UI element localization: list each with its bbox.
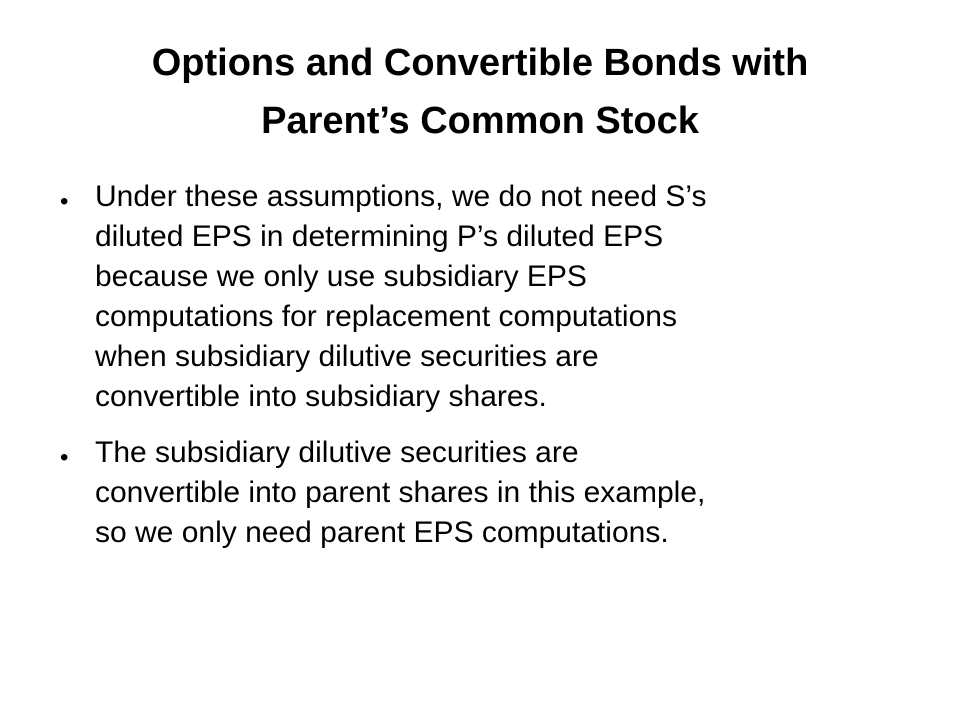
title-line-1: Options and Convertible Bonds with: [151, 42, 809, 84]
bullet-text-line: when subsidiary dilutive securities are: [95, 340, 599, 373]
title-line-2: Parent’s Common Stock: [261, 100, 699, 142]
bullet-item: [60, 177, 920, 417]
bullet-icon: •: [60, 444, 69, 471]
bullet-text-line: convertible into subsidiary shares.: [95, 380, 547, 413]
bullet-list: [60, 177, 920, 569]
bullet-text-line: diluted EPS in determining P’s diluted EPS: [95, 220, 664, 253]
bullet-text-line: convertible into parent shares in this example,: [95, 476, 706, 509]
slide-title: [48, 34, 912, 150]
bullet-text-line: because we only use subsidiary EPS: [95, 260, 587, 293]
bullet-text-line: so we only need parent EPS computations.: [95, 516, 669, 549]
bullet-icon: •: [60, 188, 69, 215]
bullet-text-line: Under these assumptions, we do not need S’s: [95, 180, 707, 213]
bullet-text-line: computations for replacement computations: [95, 300, 677, 333]
bullet-item: [60, 433, 920, 553]
bullet-text-line: The subsidiary dilutive securities are: [95, 436, 579, 469]
